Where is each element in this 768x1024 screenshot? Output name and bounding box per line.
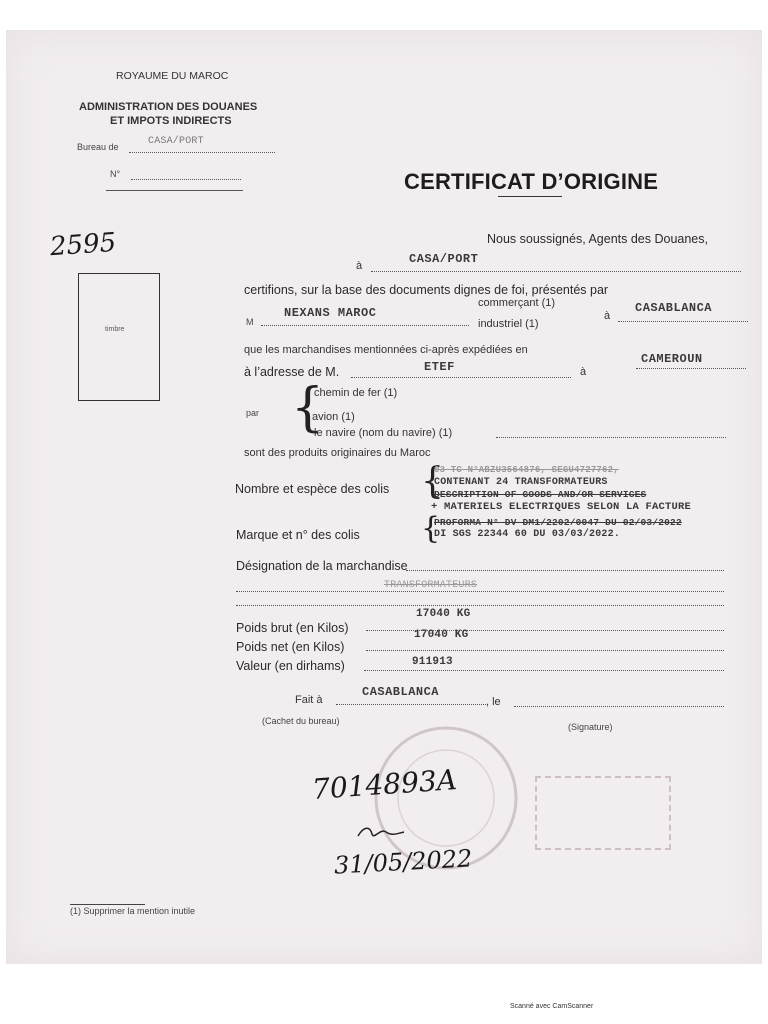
marque-label: Marque et n° des colis [236, 528, 360, 542]
valeur-value: 911913 [412, 656, 453, 668]
poids-net-label: Poids net (en Kilos) [236, 640, 345, 654]
designation-label: Désignation de la marchandise [236, 559, 408, 573]
company-name: NEXANS MAROC [284, 306, 377, 320]
bureau-dotted-line [129, 152, 275, 153]
ship-dotted-line [496, 437, 726, 438]
signature-label: (Signature) [568, 722, 613, 732]
transport-air: avion (1) [312, 411, 355, 423]
a-label-3: à [580, 366, 587, 378]
valeur-label: Valeur (en dirhams) [236, 659, 345, 673]
valeur-dotted-line [364, 670, 724, 671]
par-label: par [246, 408, 260, 418]
a-label-1: à [356, 260, 363, 272]
address-label: à l’adresse de M. [244, 365, 340, 379]
goods-line-text: que les marchandises mentionnées ci-après expédiées en [244, 344, 528, 356]
colis-line-4: + MATERIELS ELECTRIQUES SELON LA FACTURE [431, 501, 692, 513]
poids-brut-value-top: 17040 KG [416, 608, 471, 620]
handwritten-date: 31/05/2022 [333, 844, 473, 880]
location-dotted-line [371, 271, 741, 272]
timbre-box [78, 273, 160, 401]
transport-brace: { [291, 378, 325, 438]
administration-heading-1: ADMINISTRATION DES DOUANES [79, 101, 258, 113]
fait-label: Fait à [295, 694, 323, 706]
intro-text: Nous soussignés, Agents des Douanes, [487, 232, 708, 246]
marque-brace: { [421, 511, 441, 546]
bureau-value: CASA/PORT [148, 136, 204, 147]
number-label: N° [110, 169, 121, 179]
timbre-label: timbre [105, 326, 125, 333]
location-value: CASA/PORT [409, 252, 479, 266]
poids-net-value: 17040 KG [414, 629, 469, 641]
certify-text: certifions, sur la base des documents dignes de foi, présentés par [244, 283, 609, 297]
administration-heading-2: ET IMPOTS INDIRECTS [110, 115, 232, 127]
commercant-label: commerçant (1) [478, 297, 556, 309]
footnote-text: (1) Supprimer la mention inutile [70, 906, 196, 916]
marque-line-1: PROFORMA N° DV DM1/2202/0047 DU 02/03/2022 [434, 517, 682, 528]
handwritten-reference: 2595 [49, 227, 118, 263]
scanner-watermark: Scanné avec CamScanner [510, 1003, 594, 1010]
rectangular-stamp [535, 776, 671, 850]
fait-value: CASABLANCA [362, 685, 440, 699]
designation-value: TRANSFORMATEURS [384, 580, 478, 591]
designation-dotted-line-3 [236, 605, 724, 606]
country-dotted-line [636, 368, 746, 369]
m-label: M [246, 317, 254, 327]
kingdom-heading: ROYAUME DU MAROC [116, 70, 229, 82]
colis-label: Nombre et espèce des colis [235, 482, 390, 496]
country-value: CAMEROUN [641, 352, 703, 366]
colis-brace: { [421, 461, 444, 502]
consignee-value: ETEF [424, 360, 455, 374]
city-value: CASABLANCA [635, 301, 713, 315]
designation-dotted-line-1 [406, 570, 724, 571]
footnote-rule [70, 904, 145, 905]
origin-text: sont des produits originaires du Maroc [244, 447, 431, 459]
poids-net-dotted-line [366, 650, 724, 651]
colis-line-3: DESCRIPTION OF GOODS AND/OR SERVICES [434, 489, 647, 500]
handwritten-number: 7014893A [311, 762, 458, 807]
header-rule [106, 190, 243, 191]
number-dotted-line [131, 179, 241, 180]
poids-brut-label: Poids brut (en Kilos) [236, 621, 349, 635]
colis-line-1: 03 TC N°ABZU3564876, SEGU4727762, [434, 465, 619, 475]
city-dotted-line [618, 321, 748, 322]
bureau-label: Bureau de [77, 142, 119, 152]
designation-dotted-line-2 [236, 591, 724, 592]
a-label-2: à [604, 310, 611, 322]
company-dotted-line [261, 325, 469, 326]
document-title: CERTIFICAT D’ORIGINE [404, 169, 659, 194]
title-underline [498, 196, 562, 197]
fait-dotted-line [336, 704, 486, 705]
consignee-dotted-line [351, 377, 571, 378]
signature-scribble [356, 822, 406, 842]
cachet-label: (Cachet du bureau) [262, 716, 340, 726]
certificate-page [6, 30, 762, 964]
industriel-label: industriel (1) [478, 318, 539, 330]
transport-ship: le navire (nom du navire) (1) [314, 427, 453, 439]
date-dotted-line [514, 706, 724, 707]
le-label: , le [486, 696, 501, 708]
colis-line-2: CONTENANT 24 TRANSFORMATEURS [434, 477, 608, 488]
transport-rail: chemin de fer (1) [314, 387, 398, 399]
marque-line-2: DI SGS 22344 60 DU 03/03/2022. [434, 529, 621, 540]
